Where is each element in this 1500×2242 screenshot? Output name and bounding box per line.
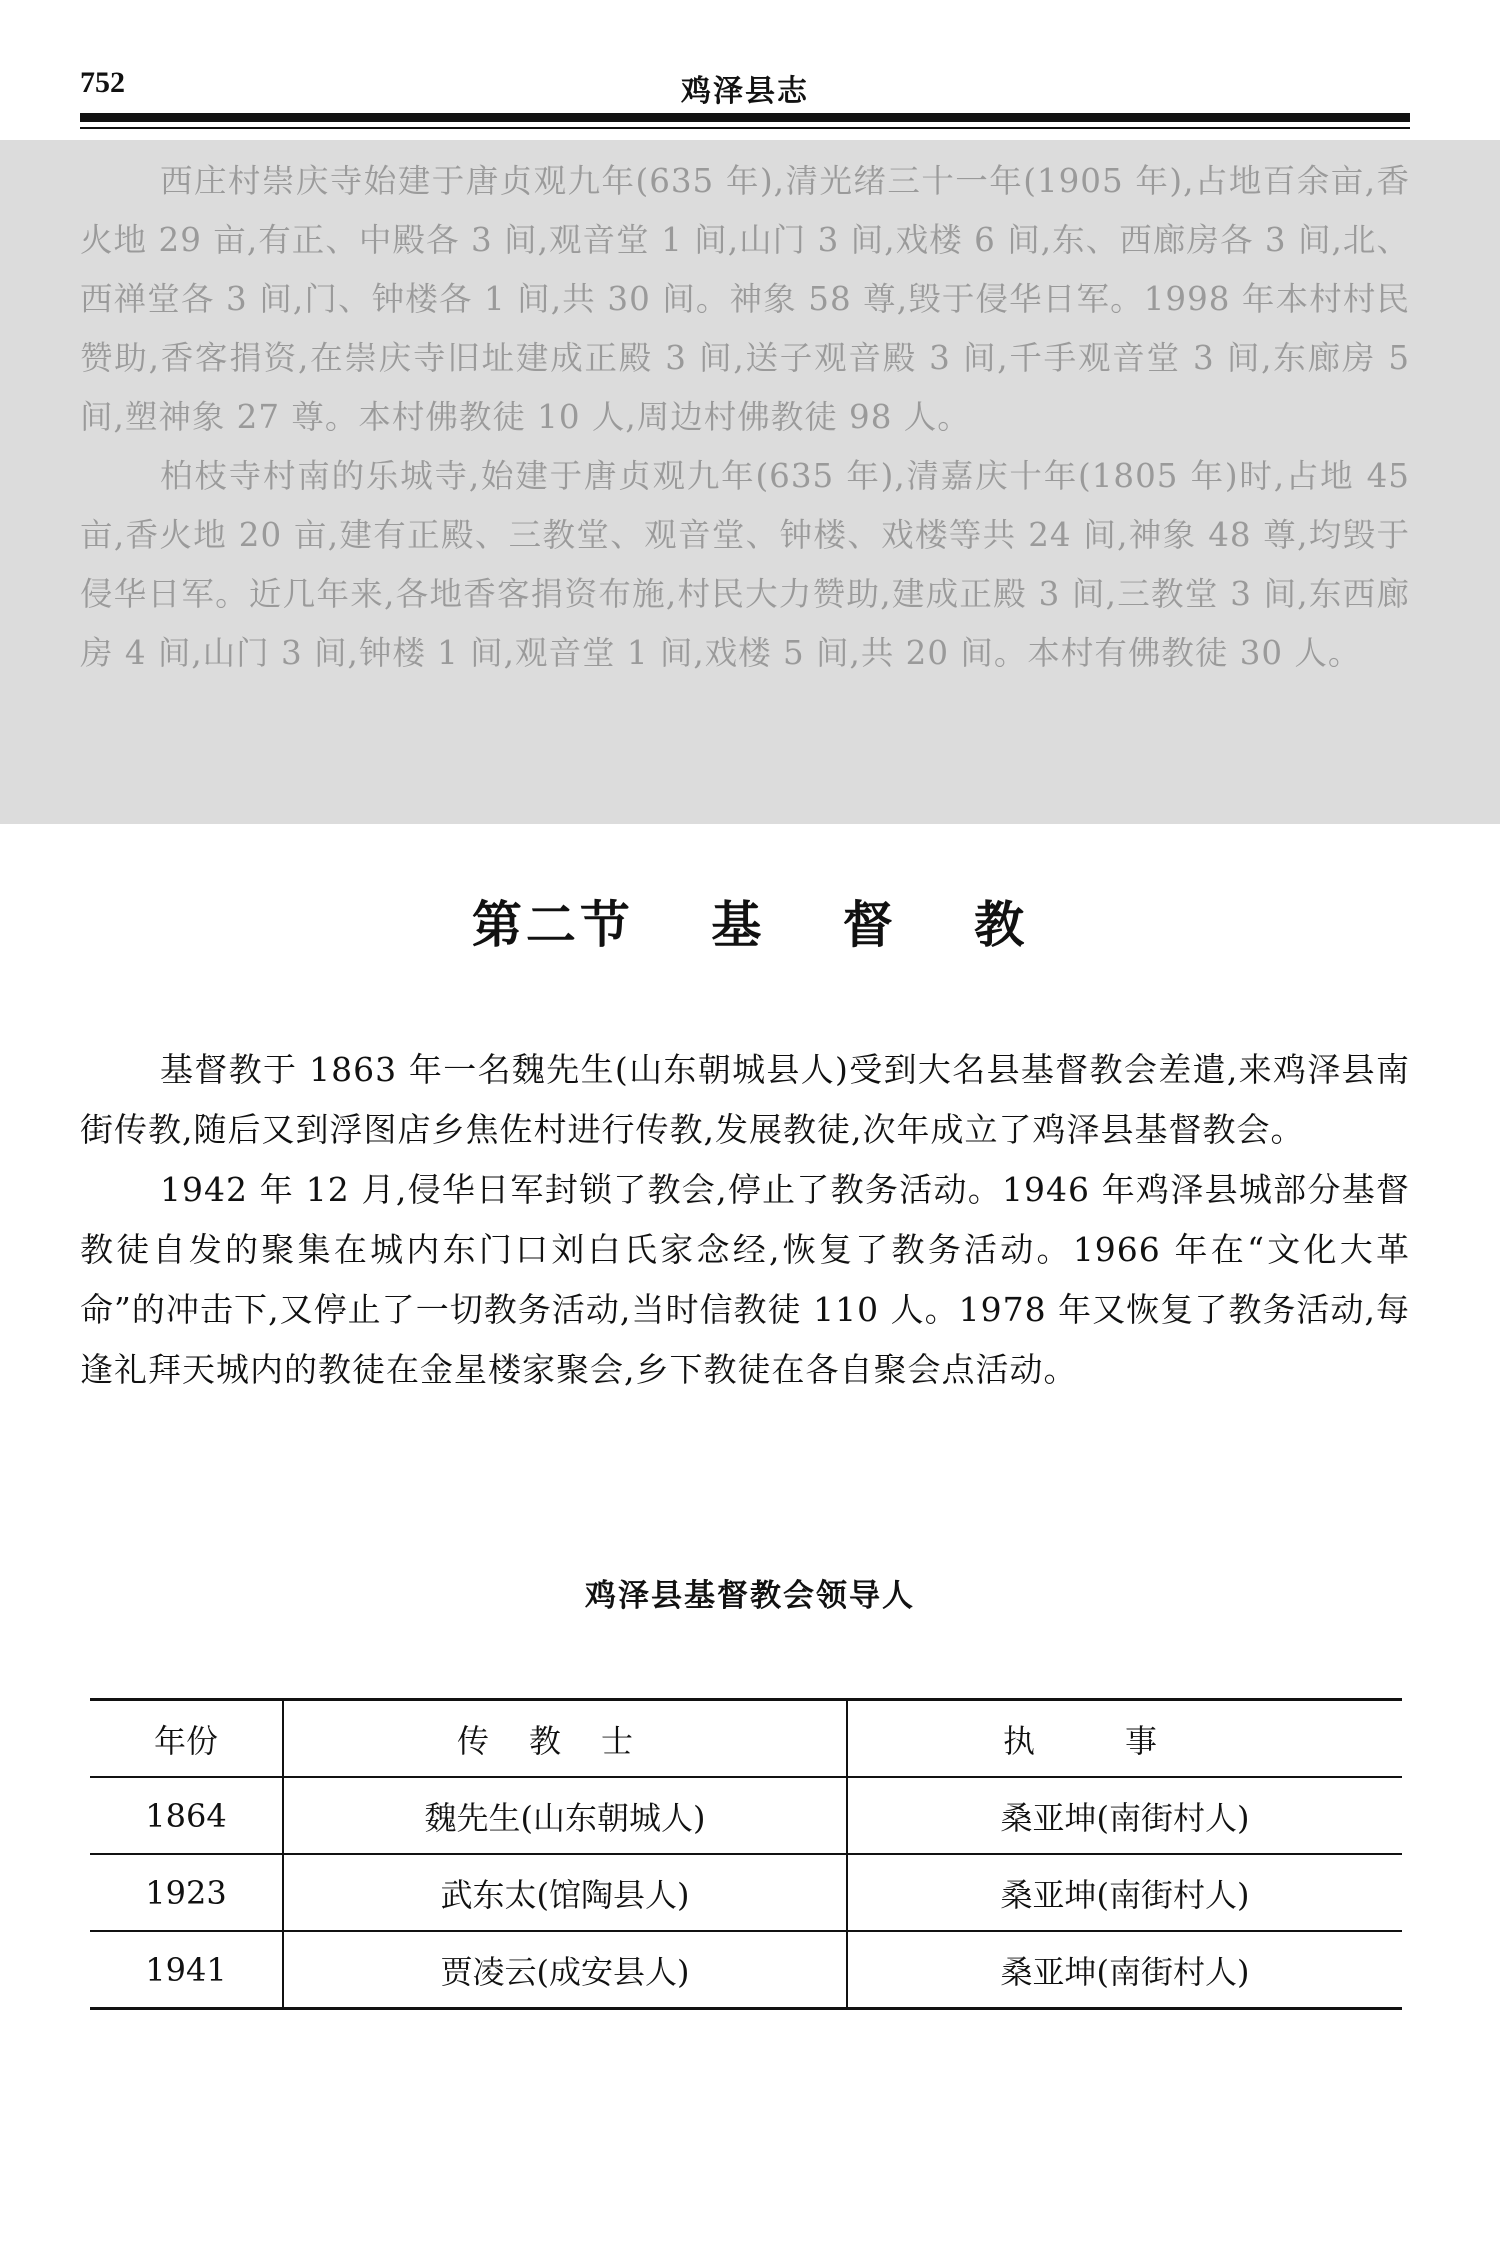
cell-deacon: 桑亚坤(南街村人) <box>847 1854 1402 1931</box>
section-title-char-2: 督 <box>842 895 897 954</box>
header-deacon: 执事 <box>847 1700 1402 1778</box>
body-paragraph-1: 基督教于 1863 年一名魏先生(山东朝城县人)受到大名县基督教会差遣,来鸡泽县南街传教,随后又到浮图店乡焦佐村进行传教,发展教徒,次年成立了鸡泽县基督教会。 <box>80 1050 1410 1149</box>
table-row <box>90 1931 1402 2009</box>
table-title: 鸡泽县基督教会领导人 <box>585 1578 915 1614</box>
section-title-char-1: 基 <box>711 895 766 954</box>
cell-missionary: 贾凌云(成安县人) <box>283 1931 847 2009</box>
gray-paragraph-1: 西庄村崇庆寺始建于唐贞观九年(635 年),清光绪三十一年(1905 年),占地百余亩,香火地 29 亩,有正、中殿各 3 间,观音堂 1 间,山门 3 间,戏楼 6 间,东、西廊房各 3 间,北、西禅堂各 3 间,门、钟楼各 1 间,共 30 间。神象 58 尊,毁于侵华日军。1998 年本村村民赞助,香客捐资,在崇庆寺旧址建成正殿 3 间,送子观音殿 3 间,千手观音堂 3 间,东廊房 5 间,塑神象 27 尊。本村佛教徒 10 人,周边村佛教徒 98 人。 <box>80 162 1410 436</box>
cell-year: 1941 <box>90 1931 283 2009</box>
cell-missionary: 武东太(馆陶县人) <box>283 1854 847 1931</box>
header-rule-thin <box>80 127 1410 129</box>
cell-year: 1923 <box>90 1854 283 1931</box>
book-title: 鸡泽县志 <box>681 74 809 109</box>
page-number: 752 <box>80 66 125 99</box>
page-header <box>80 66 1410 109</box>
leaders-table <box>90 1698 1402 2010</box>
table-header-row <box>90 1700 1402 1778</box>
header-missionary: 传教士 <box>283 1700 847 1778</box>
gray-highlight-region <box>0 140 1500 824</box>
section-number: 第二节 <box>471 895 634 954</box>
cell-deacon: 桑亚坤(南街村人) <box>847 1931 1402 2009</box>
cell-year: 1864 <box>90 1777 283 1854</box>
header-rule-thick <box>80 113 1410 122</box>
section-heading <box>0 885 1500 957</box>
body-paragraph-2: 1942 年 12 月,侵华日军封锁了教会,停止了教务活动。1946 年鸡泽县城部分基督教徒自发的聚集在城内东门口刘白氏家念经,恢复了教务活动。1966 年在“文化大革命”的冲击下,又停止了一切教务活动,当时信教徒 110 人。1978 年又恢复了教务活动,每逢礼拜天城内的教徒在金星楼家聚会,乡下教徒在各自聚会点活动。 <box>80 1170 1410 1389</box>
body-text <box>80 1040 1410 1400</box>
table-row <box>90 1854 1402 1931</box>
header-year: 年份 <box>90 1700 283 1778</box>
gray-paragraph-2: 柏枝寺村南的乐城寺,始建于唐贞观九年(635 年),清嘉庆十年(1805 年)时,占地 45 亩,香火地 20 亩,建有正殿、三教堂、观音堂、钟楼、戏楼等共 24 间,神象 48 尊,均毁于侵华日军。近几年来,各地香客捐资布施,村民大力赞助,建成正殿 3 间,三教堂 3 间,东西廊房 4 间,山门 3 间,钟楼 1 间,观音堂 1 间,戏楼 5 间,共 20 间。本村有佛教徒 30 人。 <box>80 457 1410 672</box>
table-row <box>90 1777 1402 1854</box>
cell-missionary: 魏先生(山东朝城人) <box>283 1777 847 1854</box>
section-title-char-3: 教 <box>974 895 1029 954</box>
cell-deacon: 桑亚坤(南街村人) <box>847 1777 1402 1854</box>
